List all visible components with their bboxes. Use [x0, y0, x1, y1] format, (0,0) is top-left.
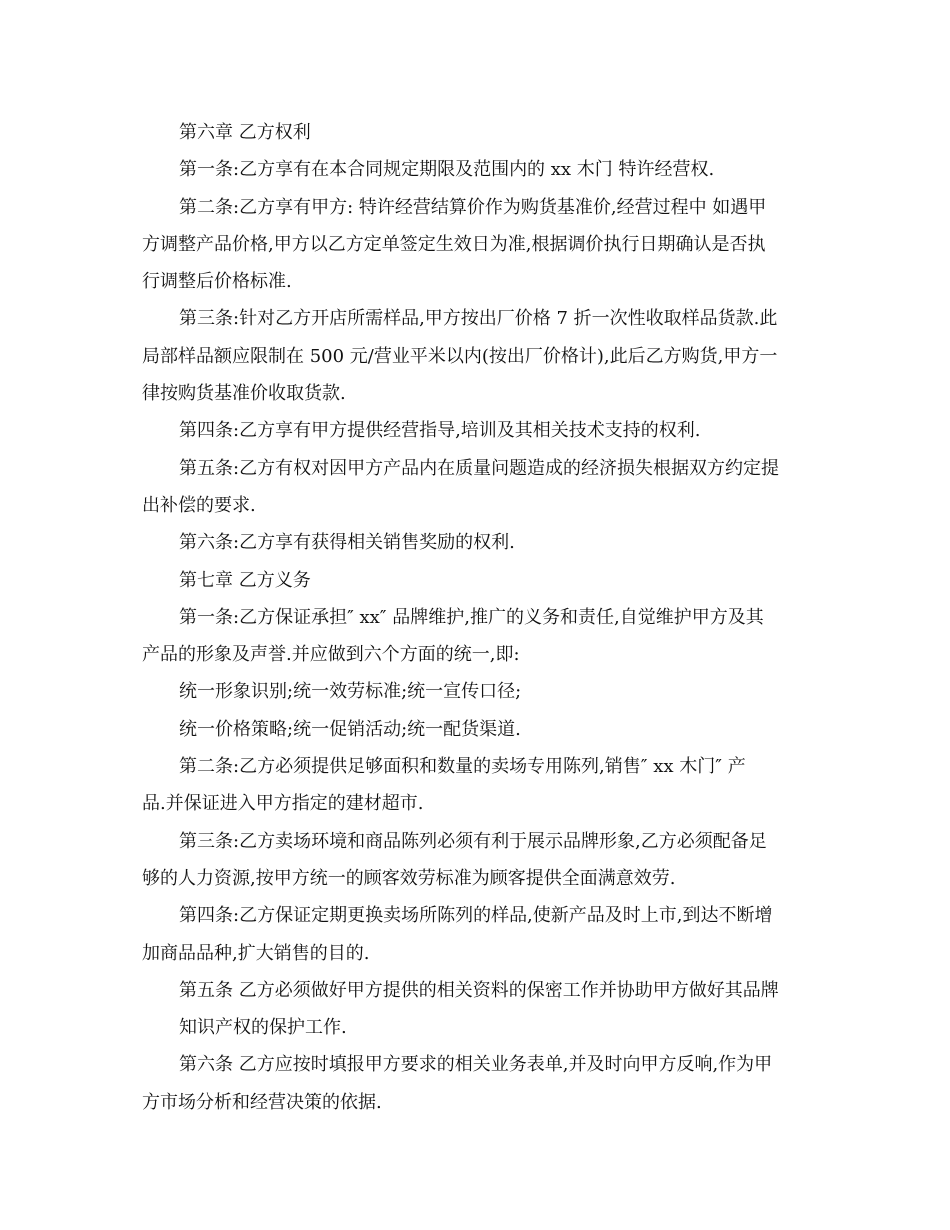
- paragraph-line: 局部样品额应限制在 500 元/营业平米以内(按出厂价格计),此后乙方购货,甲方一: [142, 345, 778, 367]
- paragraph-line: 方调整产品价格,甲方以乙方定单签定生效日为准,根据调价执行日期确认是否执: [142, 233, 766, 255]
- paragraph-line: 第二条:乙方必须提供足够面积和数量的卖场专用陈列,销售″ xx 木门″ 产: [179, 756, 746, 778]
- paragraph-line: 统一价格策略;统一促销活动;统一配货渠道.: [179, 718, 521, 740]
- paragraph-line: 品.并保证进入甲方指定的建材超市.: [142, 793, 424, 815]
- paragraph-line: 产品的形象及声誉.并应做到六个方面的统一,即:: [142, 644, 520, 666]
- paragraph-line: 第三条:针对乙方开店所需样品,甲方按出厂价格 7 折一次性收取样品货款.此: [179, 308, 778, 330]
- paragraph-line: 第三条:乙方卖场环境和商品陈列必须有利于展示品牌形象,乙方必须配备足: [179, 830, 767, 852]
- paragraph-line: 第一条:乙方享有在本合同规定期限及范围内的 xx 木门 特许经营权.: [179, 159, 715, 181]
- paragraph-line: 第六条 乙方应按时填报甲方要求的相关业务表单,并及时向甲方反响,作为甲: [179, 1054, 773, 1076]
- paragraph-line: 第二条:乙方享有甲方: 特许经营结算价作为购货基准价,经营过程中 如遇甲: [179, 196, 767, 218]
- paragraph-line: 第一条:乙方保证承担″ xx″ 品牌维护,推广的义务和责任,自觉维护甲方及其: [179, 606, 764, 628]
- paragraph-line: 够的人力资源,按甲方统一的顾客效劳标准为顾客提供全面满意效劳.: [142, 867, 676, 889]
- chapter-heading: 第七章 乙方义务: [179, 569, 311, 591]
- paragraph-line: 第五条:乙方有权对因甲方产品内在质量问题造成的经济损失根据双方约定提: [179, 457, 780, 479]
- paragraph-line: 行调整后价格标准.: [142, 271, 292, 293]
- paragraph-line: 方市场分析和经营决策的依据.: [142, 1091, 382, 1113]
- paragraph-line: 第四条:乙方保证定期更换卖场所陈列的样品,使新产品及时上市,到达不断增: [179, 905, 773, 927]
- paragraph-line: 第六条:乙方享有获得相关销售奖励的权利.: [179, 532, 515, 554]
- paragraph-line: 加商品品种,扩大销售的目的.: [142, 942, 370, 964]
- paragraph-line: 律按购货基准价收取货款.: [142, 383, 346, 405]
- chapter-heading: 第六章 乙方权利: [179, 122, 311, 143]
- paragraph-line: 统一形象识别;统一效劳标准;统一宣传口径;: [179, 681, 522, 703]
- paragraph-line: 第五条 乙方必须做好甲方提供的相关资料的保密工作并协助甲方做好其品牌: [179, 979, 779, 1001]
- paragraph-line: 出补偿的要求.: [142, 494, 256, 516]
- paragraph-line: 知识产权的保护工作.: [179, 1017, 347, 1039]
- paragraph-line: 第四条:乙方享有甲方提供经营指导,培训及其相关技术支持的权利.: [179, 420, 701, 442]
